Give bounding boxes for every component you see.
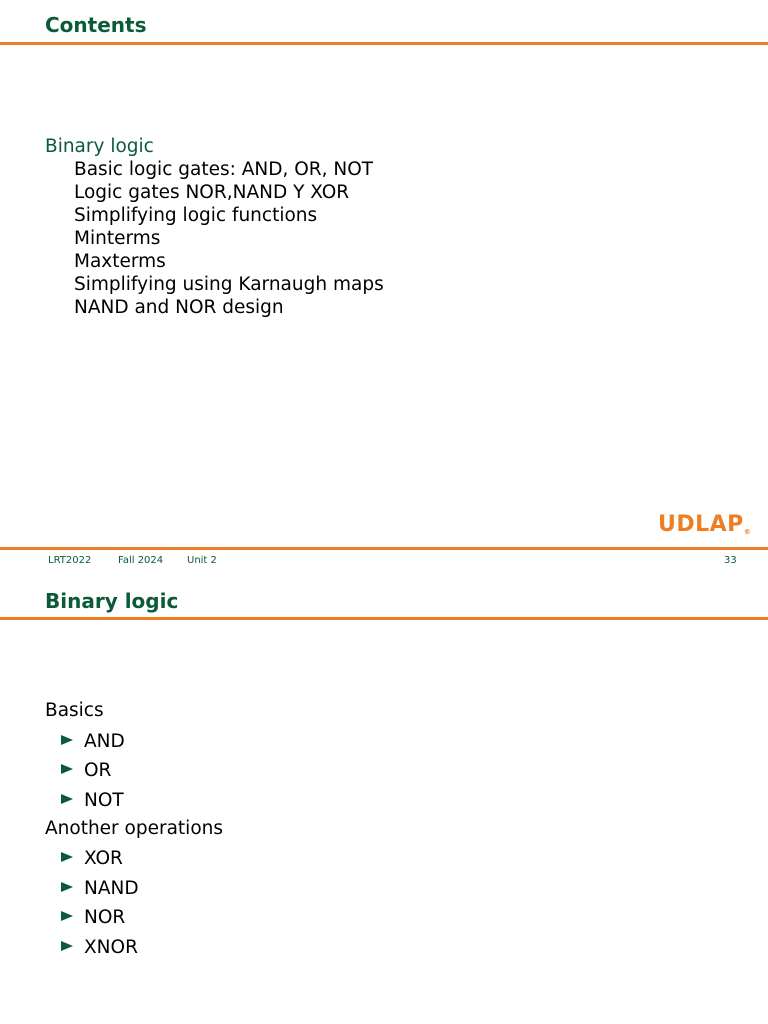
list-item-label: OR bbox=[84, 760, 112, 782]
title-divider bbox=[0, 617, 768, 620]
operations-list bbox=[45, 698, 223, 963]
triangle-bullet-icon bbox=[61, 794, 73, 804]
triangle-bullet-icon bbox=[61, 941, 73, 951]
list-item-label: NOR bbox=[84, 907, 126, 929]
footer-course: LRT2022 bbox=[48, 555, 92, 566]
list-item bbox=[45, 933, 223, 963]
list-heading: Another operations bbox=[45, 817, 224, 839]
slide-title: Contents bbox=[45, 13, 147, 37]
slide-title: Binary logic bbox=[45, 589, 179, 613]
list-item-label: XOR bbox=[84, 848, 123, 870]
triangle-bullet-icon bbox=[61, 911, 73, 921]
list-item-label: XNOR bbox=[84, 936, 138, 958]
toc-item: Basic logic gates: AND, OR, NOT bbox=[74, 159, 374, 180]
list-item bbox=[45, 874, 223, 904]
list-item bbox=[45, 757, 223, 787]
triangle-bullet-icon bbox=[61, 735, 73, 745]
toc-item: Maxterms bbox=[74, 251, 166, 272]
list-item bbox=[45, 904, 223, 934]
contents-list bbox=[45, 135, 384, 319]
footer-term: Fall 2024 bbox=[118, 555, 164, 566]
list-heading: Basics bbox=[45, 700, 104, 721]
list-item-label: NAND bbox=[84, 877, 139, 899]
title-divider bbox=[0, 42, 768, 45]
slide-binary-logic bbox=[0, 576, 768, 1024]
list-item bbox=[45, 727, 223, 757]
triangle-bullet-icon bbox=[61, 764, 73, 774]
registered-mark: ® bbox=[743, 528, 752, 536]
toc-item: Minterms bbox=[74, 228, 161, 249]
triangle-bullet-icon bbox=[61, 852, 73, 862]
toc-section: Binary logic bbox=[45, 136, 154, 157]
list-item-label: AND bbox=[84, 730, 125, 752]
toc-item: Simplifying using Karnaugh maps bbox=[74, 274, 384, 295]
list-item bbox=[45, 786, 223, 816]
triangle-bullet-icon bbox=[61, 882, 73, 892]
toc-item: NAND and NOR design bbox=[74, 297, 284, 318]
footer-unit: Unit 2 bbox=[187, 555, 217, 566]
toc-item: Simplifying logic functions bbox=[74, 205, 318, 226]
list-item-label: NOT bbox=[84, 789, 124, 811]
footer-divider bbox=[0, 547, 768, 550]
logo-text: UDLAP bbox=[658, 512, 744, 537]
toc-item: Logic gates NOR,NAND Y XOR bbox=[74, 182, 350, 203]
udlap-logo bbox=[658, 512, 751, 537]
list-item bbox=[45, 845, 223, 875]
footer-page-number: 33 bbox=[724, 555, 737, 566]
